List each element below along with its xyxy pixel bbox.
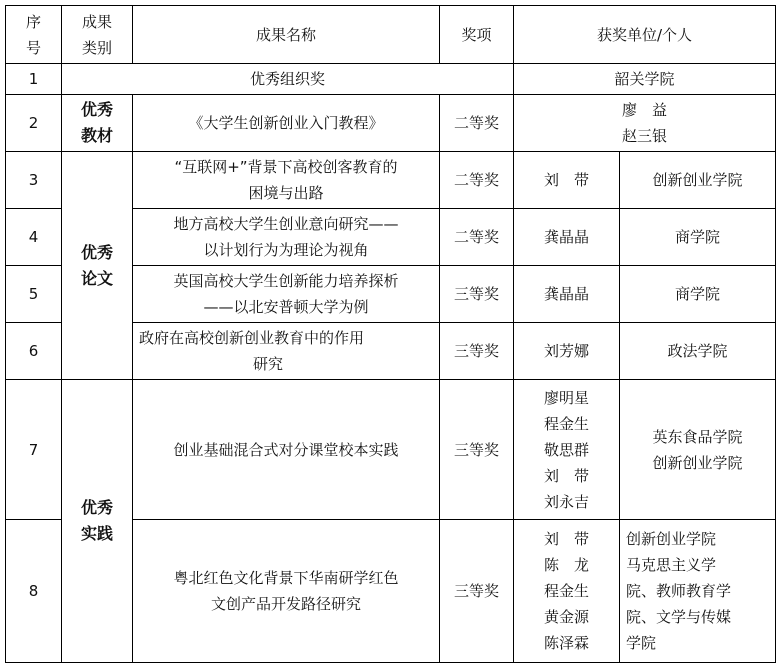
seq-cell: 1 [6,64,62,95]
unit-line: 学院 [626,634,657,652]
header-category-line: 成果 [81,12,112,31]
unit-cell: 创新创业学院 [620,152,776,209]
person-name: 廖 益 [621,101,667,119]
name-line: 以计划行为为理论为视角 [203,241,369,259]
unit-cell [620,380,776,520]
name-cell: 优秀组织奖 [62,64,514,95]
seq-cell: 5 [6,266,62,323]
person-cell: 刘芳娜 [514,323,620,380]
seq-cell: 2 [6,95,62,152]
name-line: 英国高校大学生创新能力培养探析 [173,272,399,290]
unit-cell: 韶关学院 [514,64,776,95]
award-cell: 三等奖 [440,323,514,380]
seq-cell: 6 [6,323,62,380]
unit-line: 创新创业学院 [652,453,743,472]
table-row [6,64,776,95]
header-category [62,6,133,64]
seq-cell: 8 [6,520,62,663]
person-name: 刘永吉 [543,492,589,511]
person-name: 刘 带 [543,466,589,485]
person-cell: 刘 带 [514,152,620,209]
person-name: 刘 带 [543,530,589,548]
name-cell [133,152,440,209]
person-cell [514,520,620,663]
category-line: 优秀 [80,242,113,262]
award-cell: 二等奖 [440,209,514,266]
table-row [6,380,776,520]
header-row [6,6,776,64]
unit-line: 马克思主义学 [626,556,717,574]
person-name: 黄金源 [543,608,589,626]
seq-cell: 7 [6,380,62,520]
name-line: 文创产品开发路径研究 [210,595,361,613]
name-cell: 创业基础混合式对分课堂校本实践 [133,380,440,520]
unit-cell [620,520,776,663]
table-row [6,95,776,152]
unit-line: 院、教师教育学 [626,582,732,600]
name-line: 研究 [253,355,284,373]
category-line: 实践 [80,524,113,543]
name-line: “互联网+”背景下高校创客教育的 [174,158,398,176]
name-cell [133,323,440,380]
header-seq-line: 序 [25,12,41,31]
name-line: 地方高校大学生创业意向研究—— [173,215,399,233]
person-name: 廖明星 [543,388,589,407]
category-line: 优秀 [80,498,113,517]
unit-line: 创新创业学院 [626,530,717,548]
unit-line: 英东食品学院 [652,427,743,446]
header-name: 成果名称 [133,6,440,64]
award-cell: 二等奖 [440,95,514,152]
category-line: 优秀 [80,100,113,119]
person-cell [514,380,620,520]
person-name: 程金生 [543,582,589,600]
name-line: ——以北安普顿大学为例 [203,298,369,316]
unit-cell: 政法学院 [620,323,776,380]
award-cell: 三等奖 [440,520,514,663]
category-line: 教材 [80,126,113,145]
person-cell: 龚晶晶 [514,266,620,323]
award-cell: 二等奖 [440,152,514,209]
name-cell [133,266,440,323]
seq-cell: 4 [6,209,62,266]
header-seq [6,6,62,64]
name-cell [133,209,440,266]
category-jiaocai [62,95,133,152]
seq-cell: 3 [6,152,62,209]
name-line: 政府在高校创新创业教育中的作用 [139,329,365,347]
name-cell: 《大学生创新创业入门教程》 [133,95,440,152]
person-name: 程金生 [543,414,589,433]
header-award: 奖项 [440,6,514,64]
award-cell: 三等奖 [440,266,514,323]
awards-table [5,5,776,663]
unit-cell: 商学院 [620,209,776,266]
unit-cell: 商学院 [620,266,776,323]
name-line: 粤北红色文化背景下华南研学红色 [173,569,399,587]
table-row [6,152,776,209]
unit-line: 院、文学与传媒 [626,608,732,626]
person-name: 敬思群 [543,440,589,459]
person-cell [514,95,776,152]
category-lunwen [62,152,133,380]
header-winner: 获奖单位/个人 [514,6,776,64]
person-cell: 龚晶晶 [514,209,620,266]
name-line: 困境与出路 [248,184,324,202]
person-name: 赵三银 [621,127,667,145]
header-seq-line: 号 [25,38,41,57]
category-line: 论文 [80,268,113,288]
category-shijian [62,380,133,663]
person-name: 陈泽霖 [543,634,589,652]
person-name: 陈 龙 [543,556,589,574]
award-cell: 三等奖 [440,380,514,520]
name-cell [133,520,440,663]
header-category-line: 类别 [81,38,112,57]
